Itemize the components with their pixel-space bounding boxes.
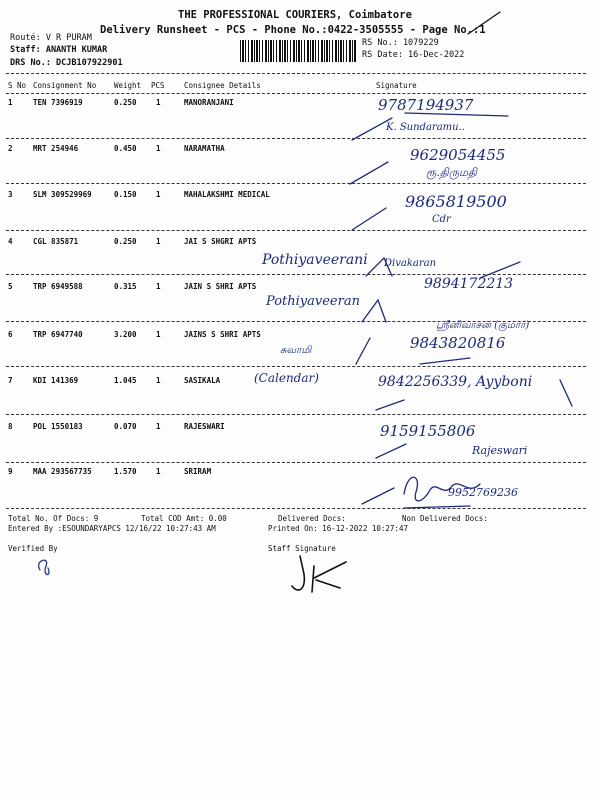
row-weight: 1.045 (114, 376, 137, 385)
row-consignee: JAIN S SHRI APTS (184, 282, 257, 291)
signature-stroke (376, 400, 404, 410)
non-delivered-docs: Non Delivered Docs: (402, 514, 488, 523)
row-consignment: TRP 6947740 (33, 330, 83, 339)
row-weight: 1.570 (114, 467, 137, 476)
handwritten-phone: 9843820816 (410, 334, 506, 352)
row-pcs: 1 (156, 330, 161, 339)
row-consignee: MAHALAKSHMI MEDICAL (184, 190, 270, 199)
row-weight: 0.250 (114, 98, 137, 107)
handwritten-name: ரூ.திருமதி (426, 166, 477, 179)
verified-by-label: Verified By (8, 544, 58, 553)
route-label: Routé: V R PURAM (10, 33, 92, 43)
row-weight: 0.315 (114, 282, 137, 291)
signature-stroke (352, 118, 392, 140)
handwritten-phone: 9894172213 (424, 276, 514, 292)
staff-signature-label: Staff Signature (268, 544, 336, 553)
signature-stroke (350, 162, 388, 184)
signature-stroke (362, 488, 394, 504)
row-weight: 3.200 (114, 330, 137, 339)
handwritten-name: ஸ்ரீனிவாசன் (குமார்) (436, 320, 530, 331)
row-consignee: MANORANJANI (184, 98, 234, 107)
handwritten-phone: 9629054455 (410, 146, 506, 164)
row-sno: 3 (8, 190, 13, 199)
signature-stroke (376, 444, 406, 458)
handwritten-name: Pothiyaveerani (262, 252, 368, 268)
row-consignment: POL 1550183 (33, 422, 83, 431)
row-weight: 0.450 (114, 144, 137, 153)
row-consignee: JAINS S SHRI APTS (184, 330, 261, 339)
staff-label: Staff: ANANTH KUMAR (10, 45, 108, 55)
signature-stroke (366, 258, 392, 276)
row-consignment: KDI 141369 (33, 376, 79, 385)
signature-stroke (352, 208, 386, 230)
handwritten-note: (Calendar) (254, 371, 319, 385)
company-title: THE PROFESSIONAL COURIERS, Coimbatore (178, 9, 412, 21)
col-sno: S No (8, 81, 27, 90)
row-consignee: JAI S SHGRI APTS (184, 237, 257, 246)
col-pcs: PCS (151, 81, 165, 90)
row-weight: 0.150 (114, 190, 137, 199)
runsheet-title: Delivery Runsheet - PCS - Phone No.:0422-3505555 - Page No.:1 (100, 24, 486, 36)
handwritten-phone: 9952769236 (448, 486, 518, 499)
handwritten-phone: 9865819500 (405, 192, 507, 211)
row-sno: 4 (8, 237, 13, 246)
entered-by: Entered By :ESOUNDARYAPCS 12/16/22 10:27:43 AM (8, 524, 216, 533)
handwritten-phone: 9842256339, Ayyboni (378, 374, 533, 390)
row-consignee: NARAMATHA (184, 144, 225, 153)
row-sno: 7 (8, 376, 13, 385)
row-weight: 0.070 (114, 422, 137, 431)
row-sno: 8 (8, 422, 13, 431)
signature-stroke (362, 300, 386, 322)
total-cod: Total COD Amt: 0.00 (141, 514, 227, 523)
row-pcs: 1 (156, 282, 161, 291)
col-consignee: Consignee Details (184, 81, 261, 90)
delivered-docs: Delivered Docs: (278, 514, 346, 523)
col-weight: Weight (114, 81, 142, 90)
row-sno: 1 (8, 98, 13, 107)
row-sno: 6 (8, 330, 13, 339)
handwritten-name: Cdr (432, 214, 451, 225)
printed-on: Printed On: 16-12-2022 10:27:47 (268, 524, 408, 533)
row-consignment: MAA 293567735 (33, 467, 92, 476)
signature-stroke (356, 338, 370, 364)
row-consignment: MRT 254946 (33, 144, 79, 153)
row-consignment: CGL 835871 (33, 237, 79, 246)
handwritten-phone: 9787194937 (378, 96, 474, 114)
row-pcs: 1 (156, 467, 161, 476)
row-pcs: 1 (156, 144, 161, 153)
row-pcs: 1 (156, 422, 161, 431)
row-consignment: SLM 309529969 (33, 190, 92, 199)
handwritten-name: Rajeswari (472, 444, 528, 457)
handwritten-name: Pothiyaveeran (266, 294, 360, 309)
row-consignee: RAJESWARI (184, 422, 225, 431)
handwritten-phone: 9159155806 (380, 422, 476, 440)
row-consignee: SASIKALA (184, 376, 221, 385)
row-pcs: 1 (156, 98, 161, 107)
total-docs: Total No. Of Docs: 9 (8, 514, 99, 523)
row-pcs: 1 (156, 376, 161, 385)
row-consignment: TRP 6949588 (33, 282, 83, 291)
rs-number: RS No.: 1079229 (362, 38, 439, 48)
drs-number: DRS No.: DCJB107922901 (10, 58, 123, 68)
handwritten-name: சுவாமி (280, 345, 312, 356)
row-pcs: 1 (156, 190, 161, 199)
row-consignee: SRIRAM (184, 467, 212, 476)
handwritten-name: Divakaran (384, 258, 437, 269)
row-sno: 9 (8, 467, 13, 476)
row-sno: 2 (8, 144, 13, 153)
row-weight: 0.250 (114, 237, 137, 246)
col-signature: Signature (376, 81, 417, 90)
row-consignment: TEN 7396919 (33, 98, 83, 107)
row-pcs: 1 (156, 237, 161, 246)
rs-date: RS Date: 16-Dec-2022 (362, 50, 465, 60)
col-consignment: Consignment No (33, 81, 97, 90)
handwritten-name: K. Sundaramu.. (386, 122, 465, 133)
row-sno: 5 (8, 282, 13, 291)
